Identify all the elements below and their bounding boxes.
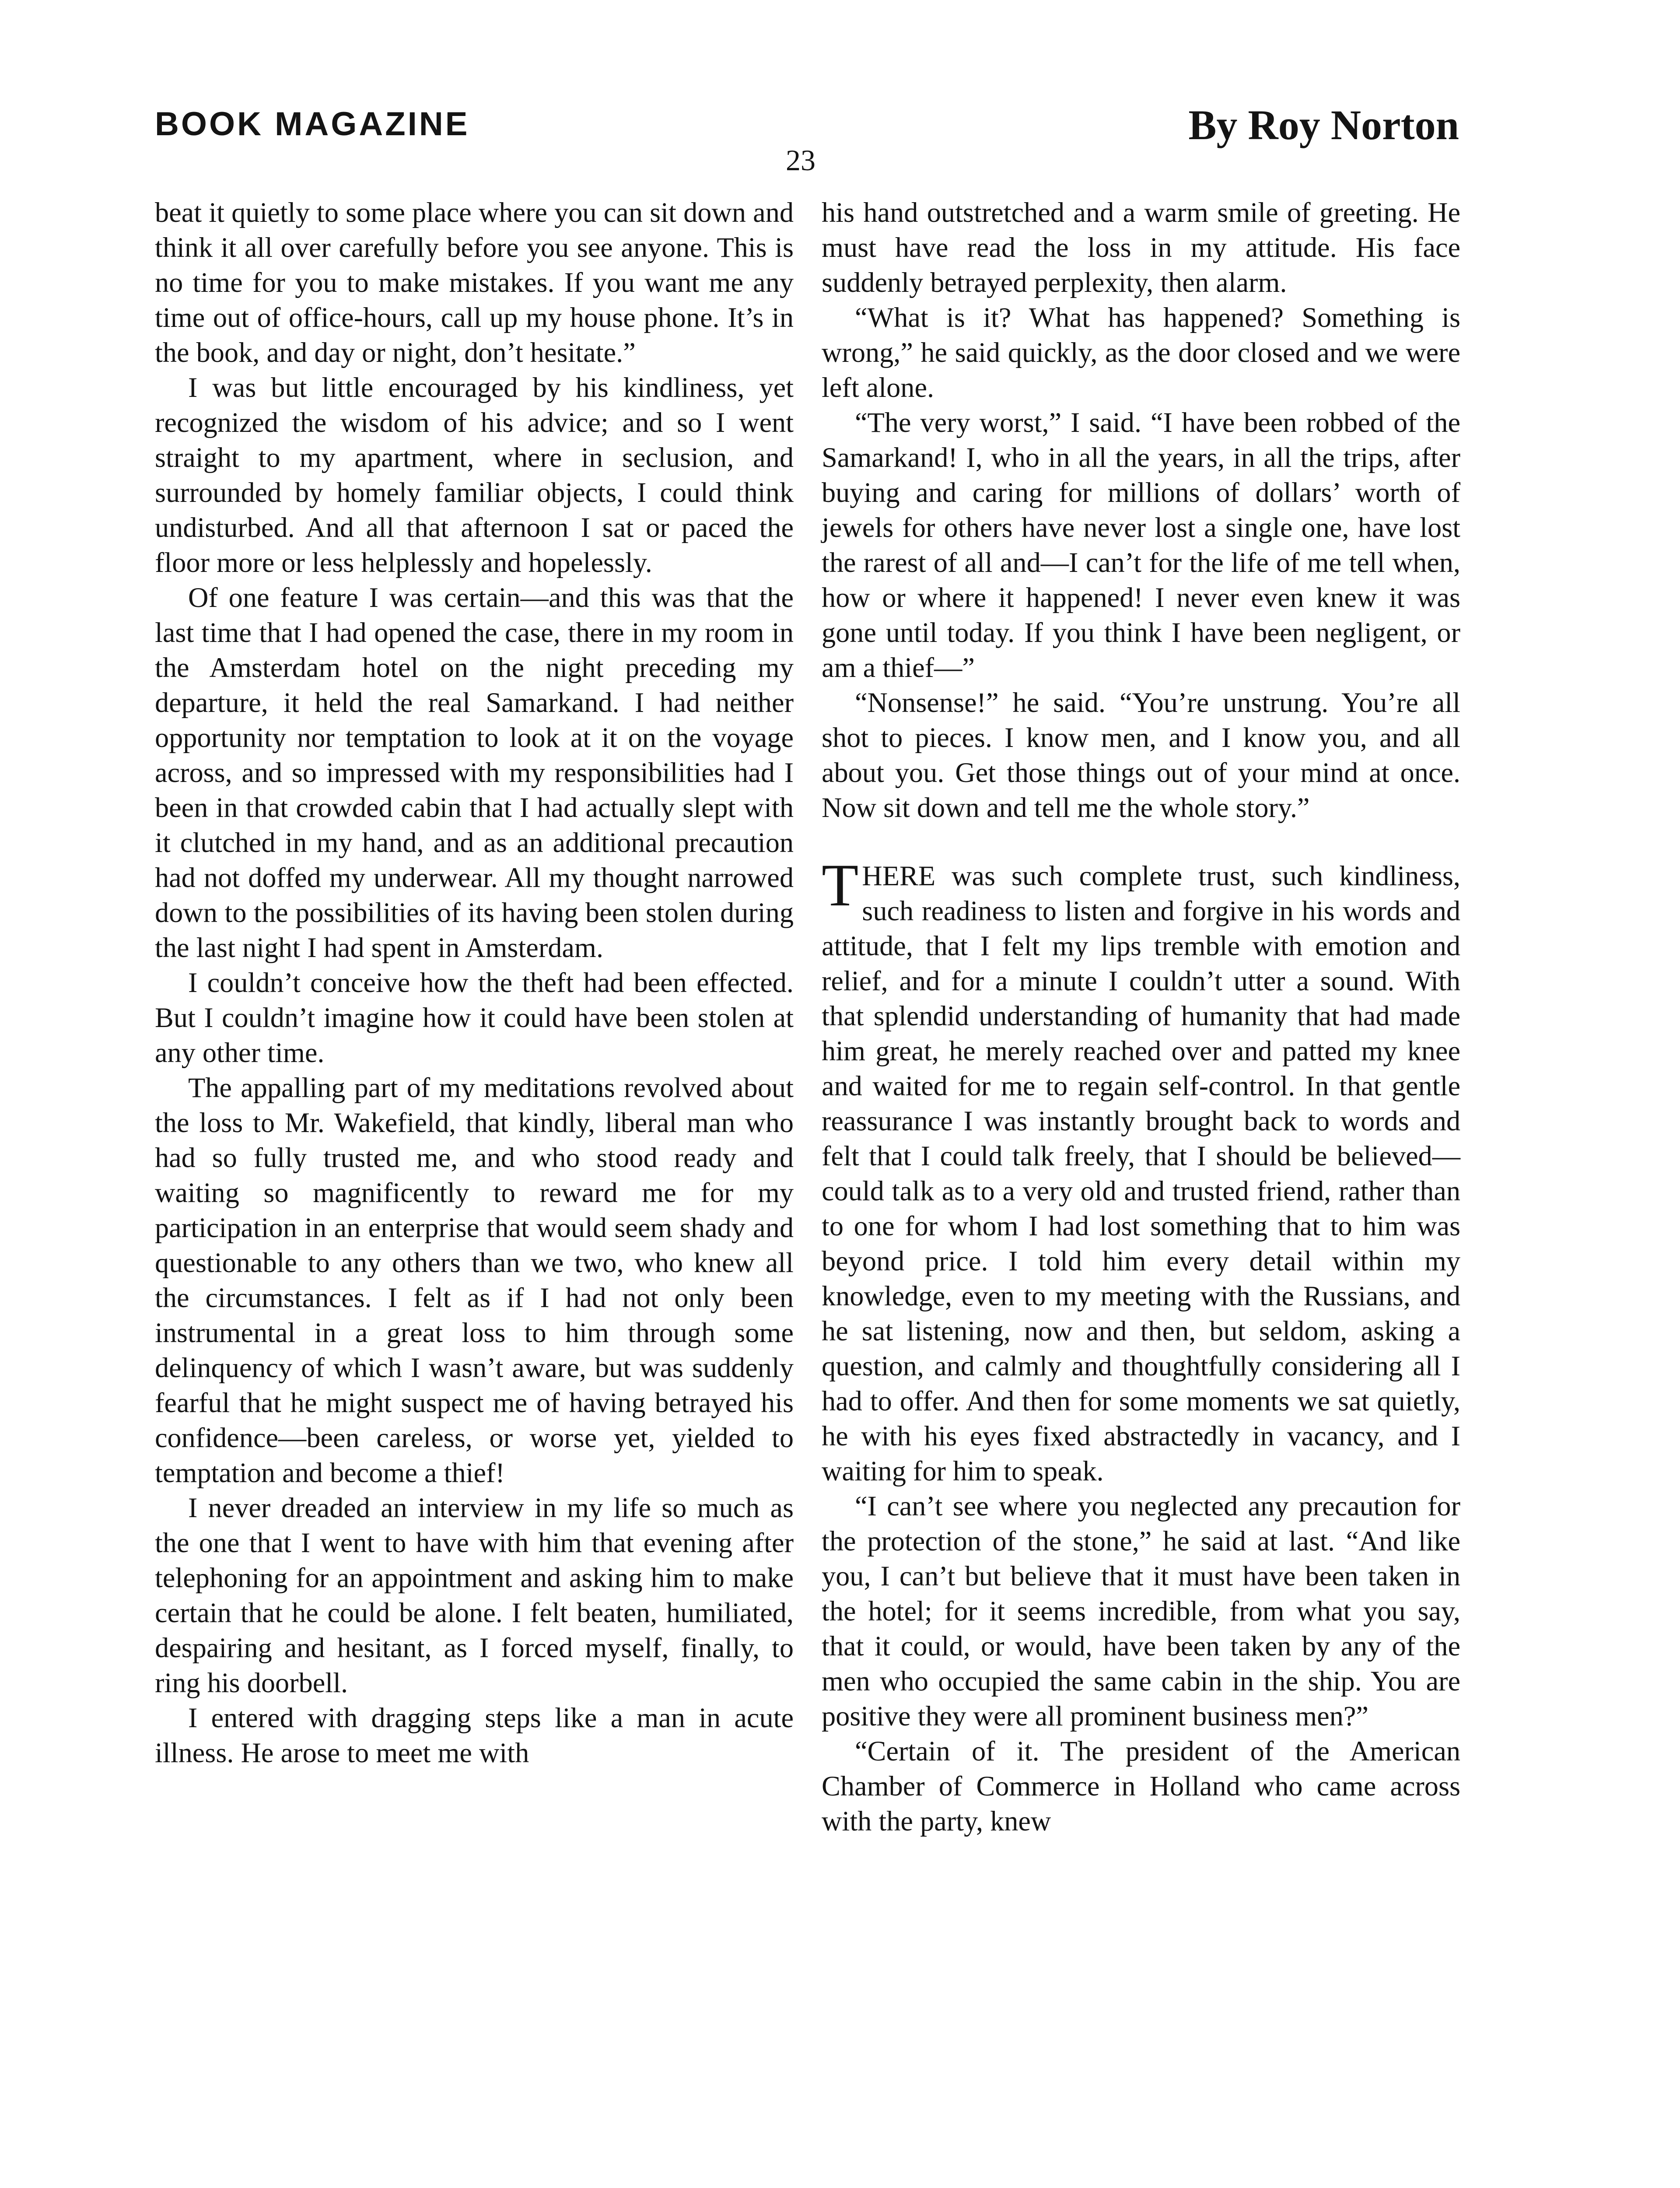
paragraph: I entered with dragging steps like a man in acute illness. He arose to meet me with — [155, 1702, 794, 1768]
author-byline: By Roy Norton — [1188, 102, 1459, 148]
paragraph: I couldn’t conceive how the theft had been effected. But I couldn’t imagine how it could have been stolen at any other time. — [155, 967, 794, 1068]
paragraph-text: HERE was such complete trust, such kindliness, such readiness to listen and forgive in his words and attitude, that I felt my lips tremble with emotion and relief, and for a minute I couldn’t utter a sound. With that splendid understanding of humanity that had made him great, he merely reached over and patted my knee and waited for me to regain self-control. In that gentle reassurance I was instantly brought back to words and felt that I could talk freely, that I should be believed—could talk as to a very old and trusted friend, rather than to one for whom I had lost something that to him was beyond price. I told him every detail within my knowledge, even to my meeting with the Russians, and he sat listening, now and then, but seldom, asking a question, and calmly and thoughtfully considering all I had to offer. And then for some moments we sat quietly, he with his eyes fixed abstractedly in vacancy, and I waiting for him to speak. — [822, 860, 1460, 1487]
magazine-title: BOOK MAGAZINE — [155, 105, 470, 143]
paragraph: I never dreaded an interview in my life so much as the one that I went to have with him that evening after telephoning for an appointment and asking him to make certain that he could be alone. I felt beaten, humiliated, despairing and hesitant, as I forced myself, finally, to ring his doorbell. — [155, 1492, 794, 1698]
paragraph: Of one feature I was certain—and this was that the last time that I had opened the case, there in my room in the Amsterdam hotel on the night preceding my departure, it held the real Samarkand. I had neither opportunity nor temptation to look at it on the voyage across, and so impressed with my responsibilities had I been in that crowded cabin that I had actually slept with it clutched in my hand, and as an additional precaution had not doffed my underwear. All my thought narrowed down to the possibilities of its having been stolen during the last night I had spent in Amsterdam. — [155, 582, 794, 963]
section-opening-paragraph — [822, 852, 1460, 1489]
page-number: 23 — [786, 144, 816, 177]
drop-cap: T — [822, 852, 859, 919]
paragraph: “What is it? What has happened? Something is wrong,” he said quickly, as the door closed and we were left alone. — [822, 302, 1460, 403]
paragraph: “Certain of it. The president of the American Chamber of Commerce in Holland who came across with the party, knew — [822, 1736, 1460, 1837]
paragraph: “Nonsense!” he said. “You’re unstrung. You’re all shot to pieces. I know men, and I know you, and all about you. Get those things out of your mind at once. Now sit down and tell me the whole story.” — [822, 687, 1460, 823]
left-text-column — [155, 195, 794, 1771]
paragraph: I was but little encouraged by his kindliness, yet recognized the wisdom of his advice; and so I went straight to my apartment, where in seclusion, and surrounded by homely familiar objects, I could think undisturbed. And all that afternoon I sat or paced the floor more or less helplessly and hopelessly. — [155, 372, 794, 578]
paragraph: “The very worst,” I said. “I have been robbed of the Samarkand! I, who in all the years, in all the trips, after buying and caring for millions of dollars’ worth of jewels for others have never lost a single one, have lost the rarest of all and—I can’t for the life of me tell when, how or where it happened! I never even knew it was gone until today. If you think I have been negligent, or am a thief—” — [822, 407, 1460, 683]
paragraph: The appalling part of my meditations revolved about the loss to Mr. Wakefield, that kindly, liberal man who had so fully trusted me, and who stood ready and waiting so magnificently to reward me for my participation in an enterprise that would seem shady and questionable to any others than we two, who knew all the circumstances. I felt as if I had not only been instrumental in a great loss to him through some delinquency of which I wasn’t aware, but was suddenly fearful that he might suspect me of having betrayed his confidence—been careless, or worse yet, yielded to temptation and become a thief! — [155, 1072, 794, 1488]
right-text-column — [822, 195, 1460, 1839]
paragraph: his hand outstretched and a warm smile of greeting. He must have read the loss in my attitude. His face suddenly betrayed perplexity, then alarm. — [822, 197, 1460, 298]
paragraph: “I can’t see where you neglected any precaution for the protection of the stone,” he said at last. “And like you, I can’t but believe that it must have been taken in the hotel; for it seems incredible, from what you say, that it could, or would, have been taken by any of the men who occupied the same cabin in the ship. You are positive they were all prominent business men?” — [822, 1490, 1460, 1732]
paragraph: beat it quietly to some place where you can sit down and think it all over carefully before you see anyone. This is no time for you to make mistakes. If you want me any time out of office-hours, call up my house phone. It’s in the book, and day or night, don’t hesitate.” — [155, 197, 794, 368]
